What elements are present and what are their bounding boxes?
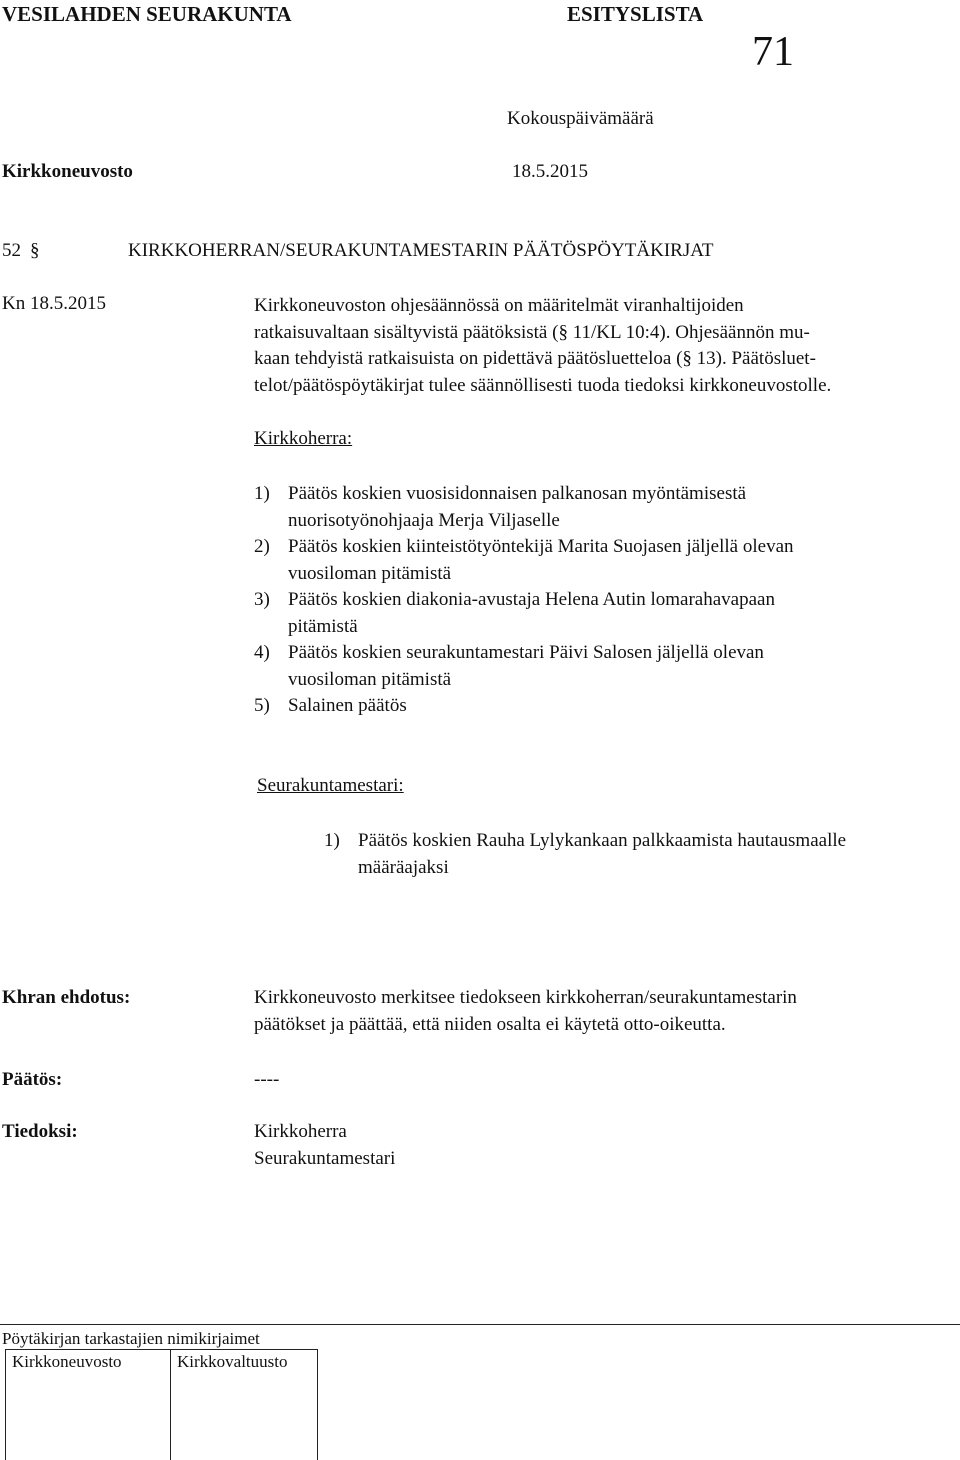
- decision-label: Päätös:: [2, 1069, 63, 1090]
- meeting-date: 18.5.2015: [512, 161, 588, 182]
- list-item-text: vuosiloman pitämistä: [288, 668, 452, 690]
- footer-divider: [0, 1324, 960, 1325]
- page-number: 71: [752, 29, 794, 75]
- footer-label: Pöytäkirjan tarkastajien nimikirjaimet: [2, 1329, 260, 1348]
- list-item-number: 2): [254, 536, 270, 557]
- list-item-text: vuosiloman pitämistä: [288, 562, 452, 584]
- section-symbol: §: [30, 240, 40, 261]
- info-recipient: Kirkkoherra: [254, 1121, 347, 1142]
- proposal-line: Kirkkoneuvosto merkitsee tiedokseen kirkkoherran/seurakuntamestarin: [254, 987, 797, 1008]
- proposal-label: Khran ehdotus:: [2, 987, 131, 1008]
- list-item-number: 3): [254, 589, 270, 610]
- list-item-number: 5): [254, 695, 270, 716]
- list-item: [254, 693, 954, 720]
- list-item-number: 1): [324, 830, 340, 851]
- list-item-text: Salainen päätös: [288, 695, 407, 716]
- list-item: [254, 534, 954, 587]
- initials-box-kirkkovaltuusto: [170, 1349, 318, 1460]
- list-item: [254, 640, 954, 693]
- parish-name: VESILAHDEN SEURAKUNTA: [2, 2, 292, 26]
- intro-line: telot/päätöspöytäkirjat tulee säännöllisesti tuoda tiedoksi kirkkoneuvostolle.: [254, 374, 832, 396]
- proposal-line: päätökset ja päättää, että niiden osalta ei käytetä otto-oikeutta.: [254, 1013, 726, 1035]
- list-item-text: Päätös koskien seurakuntamestari Päivi Salosen jäljellä olevan: [288, 642, 764, 663]
- date-label: Kokouspäivämäärä: [507, 108, 654, 129]
- initials-box-label: Kirkkoneuvosto: [12, 1352, 122, 1371]
- info-recipient: Seurakuntamestari: [254, 1147, 396, 1169]
- list-item-text: nuorisotyönohjaaja Merja Viljaselle: [288, 509, 560, 531]
- list-item-text: Päätös koskien kiinteistötyöntekijä Marita Suojasen jäljellä olevan: [288, 536, 794, 557]
- intro-line: ratkaisuvaltaan sisältyvistä päätöksistä (§ 11/KL 10:4). Ohjesäännön mu-: [254, 321, 810, 343]
- initials-box-kirkkoneuvosto: [5, 1349, 171, 1460]
- decision-value: ----: [254, 1069, 280, 1090]
- list-item-text: Päätös koskien diakonia-avustaja Helena Autin lomarahavapaan: [288, 589, 775, 610]
- list-item-text: Päätös koskien Rauha Lylykankaan palkkaamista hautausmaalle: [358, 830, 847, 851]
- list-item: [254, 481, 954, 534]
- initials-box-label: Kirkkovaltuusto: [177, 1352, 288, 1371]
- list-item: [324, 828, 958, 881]
- document-type: ESITYSLISTA: [567, 2, 704, 26]
- list-item-text: Päätös koskien vuosisidonnaisen palkanosan myöntämisestä: [288, 483, 747, 504]
- list-item-number: 4): [254, 642, 270, 663]
- section-title: KIRKKOHERRAN/SEURAKUNTAMESTARIN PÄÄTÖSPÖYTÄKIRJAT: [128, 240, 714, 261]
- seurakuntamestari-heading: Seurakuntamestari:: [257, 775, 404, 796]
- meeting-body: Kirkkoneuvosto: [2, 161, 133, 182]
- list-item: [254, 587, 954, 640]
- section-number: 52: [2, 240, 21, 261]
- list-item-number: 1): [254, 483, 270, 504]
- list-item-text: määräajaksi: [358, 856, 449, 878]
- intro-line: kaan tehdyistä ratkaisuista on pidettävä päätösluetteloa (§ 13). Päätösluet-: [254, 348, 816, 369]
- kirkkoherra-heading: Kirkkoherra:: [254, 428, 353, 449]
- info-label: Tiedoksi:: [2, 1121, 78, 1142]
- meeting-reference: Kn 18.5.2015: [2, 293, 106, 314]
- intro-line: Kirkkoneuvoston ohjesäännössä on määritelmät viranhaltijoiden: [254, 295, 744, 316]
- list-item-text: pitämistä: [288, 615, 358, 637]
